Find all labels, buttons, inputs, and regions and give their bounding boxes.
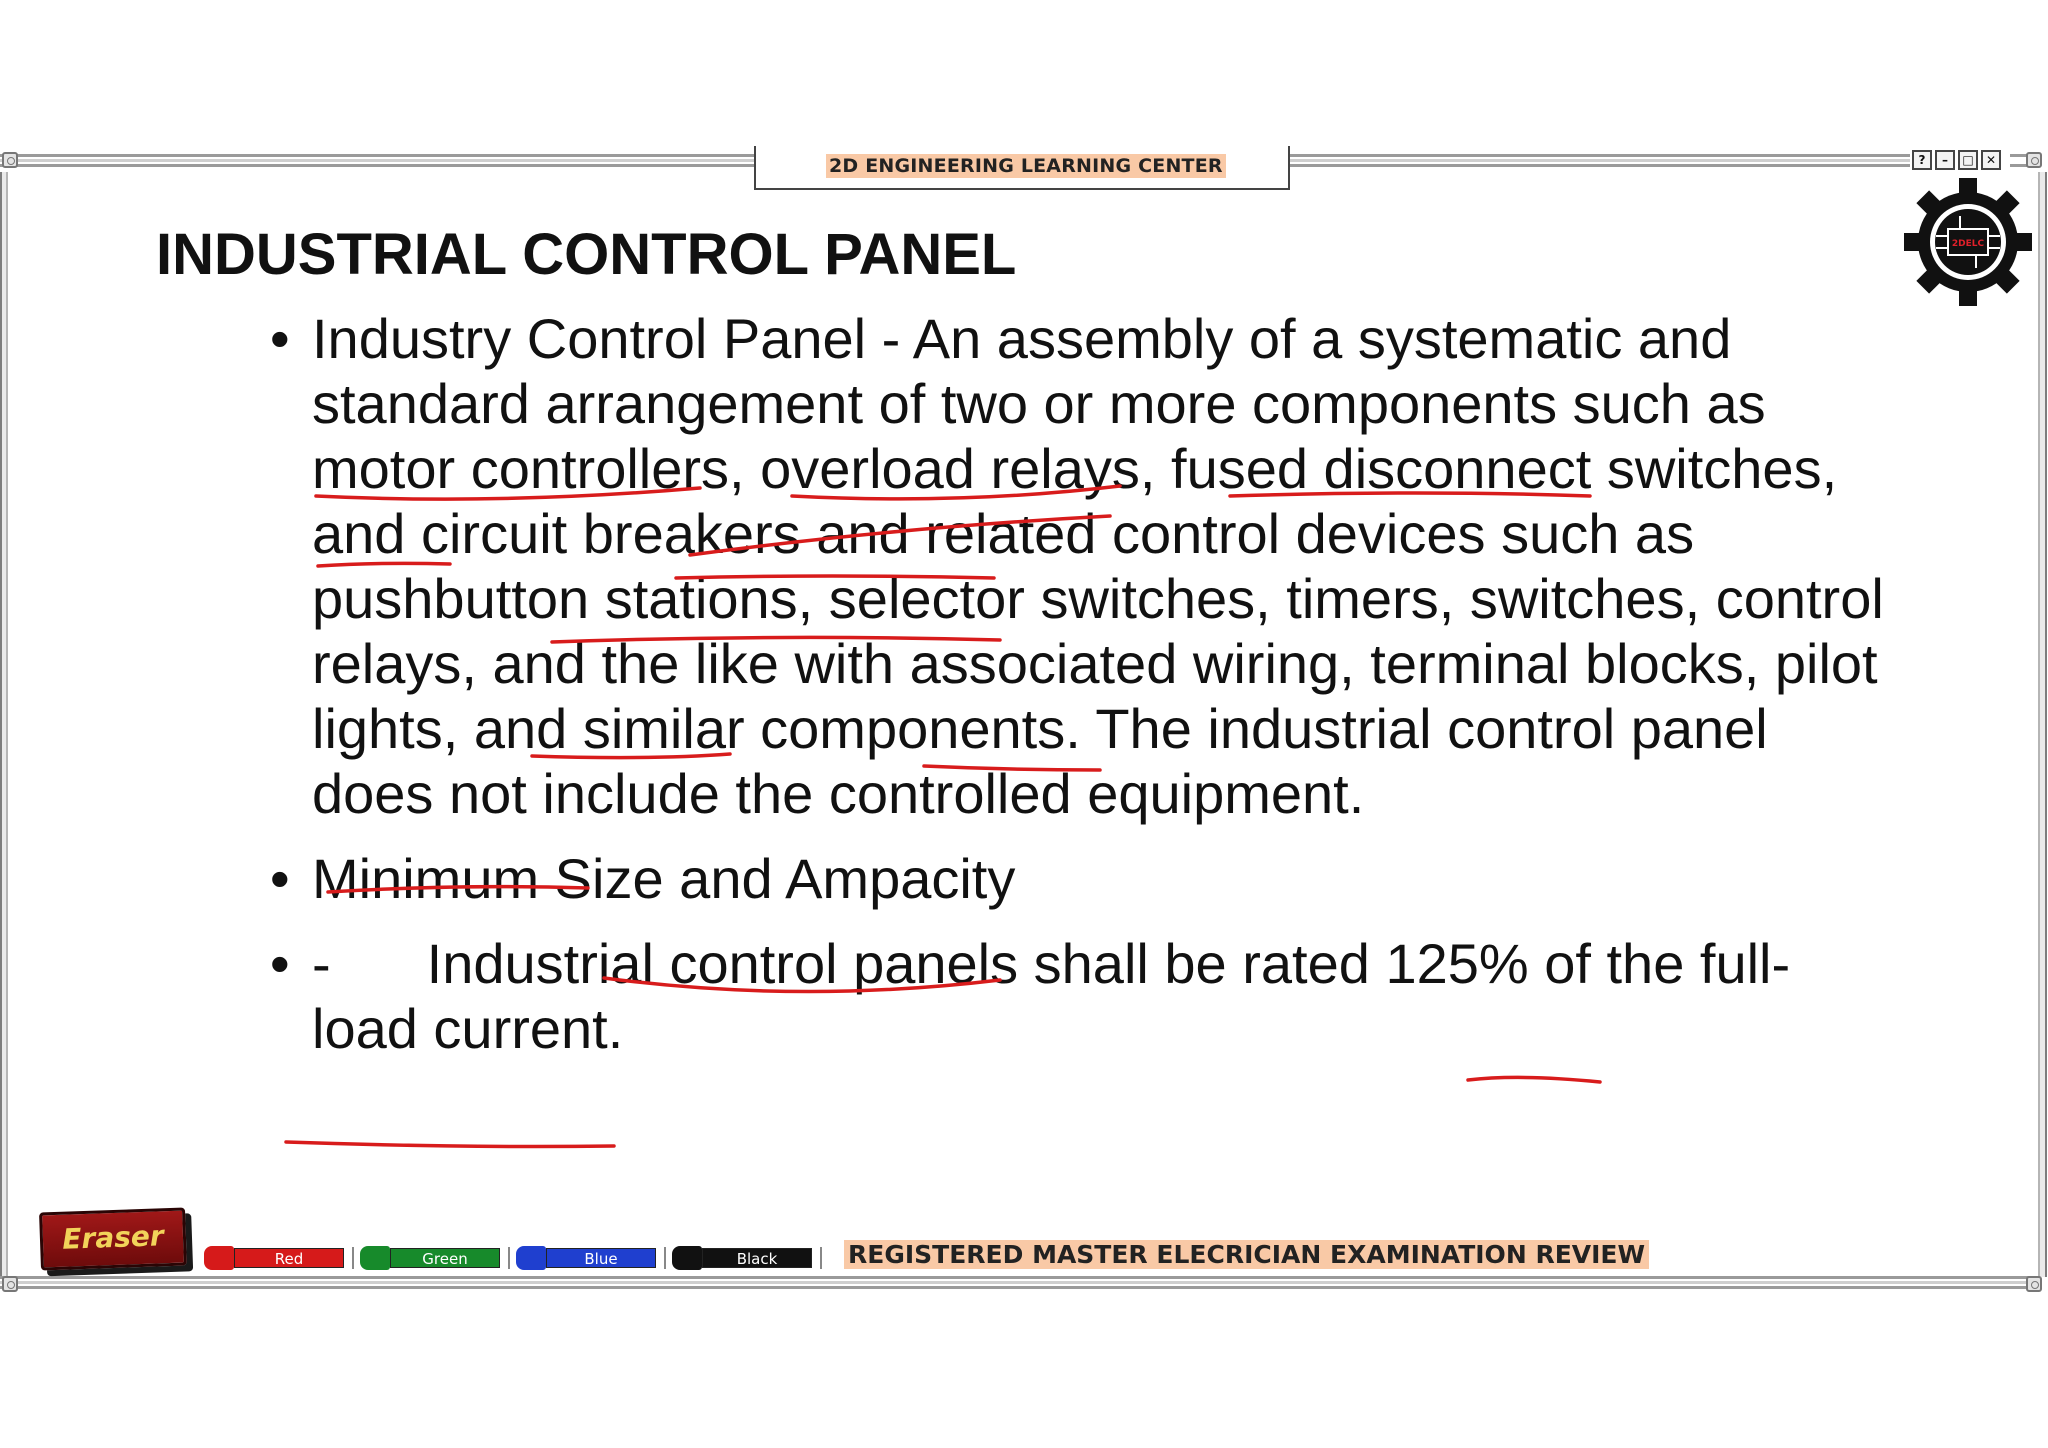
gear-circuit-logo-icon [1902, 176, 2034, 308]
eraser-button[interactable]: Eraser [39, 1207, 187, 1270]
bullet-minimum-size [270, 846, 1890, 911]
help-button[interactable]: ? [1912, 150, 1932, 170]
bullet-dot: • [270, 307, 290, 370]
window-title: 2D ENGINEERING LEARNING CENTER [826, 154, 1226, 178]
logo-text: 2DELC [1951, 239, 1985, 249]
bullet-text: Industry Control Panel - An assembly of a systematic and standard arrangement of two or more components such as motor controllers, overload relays, fused disconnect switches, and circuit breakers and related control devices such as pushbutton stations, selector switches, timers, switches, control relays, and the like with associated wiring, terminal blocks, pilot lights, and similar components. The industrial control panel does not include the controlled equipment. [312, 307, 1884, 825]
slide-title: INDUSTRIAL CONTROL PANEL [156, 222, 1017, 287]
ink-underline [286, 1142, 614, 1147]
bullet-rating [270, 931, 1890, 1061]
black-marker-button[interactable] [672, 1246, 822, 1270]
red-marker-button[interactable] [204, 1246, 354, 1270]
bullet-text-wrapper [312, 931, 1890, 1061]
marker-divider [352, 1247, 354, 1269]
marker-divider [664, 1247, 666, 1269]
bullet-text: Industrial control panels shall be rated 125% of the full-load current. [312, 932, 1791, 1060]
bullet-dot: • [270, 932, 290, 995]
frame-knob-icon [2, 1276, 18, 1292]
minimize-button[interactable]: – [1935, 150, 1955, 170]
marker-label: Black [702, 1248, 812, 1268]
window-bottom-frame [0, 1270, 2048, 1300]
bullet-definition [270, 306, 1890, 826]
bullet-dot: • [270, 847, 290, 910]
marker-cap-icon [672, 1246, 702, 1270]
marker-cap-icon [360, 1246, 390, 1270]
marker-divider [820, 1247, 822, 1269]
marker-cap-icon [516, 1246, 546, 1270]
marker-cap-icon [204, 1246, 234, 1270]
bullet-dash: - [312, 932, 331, 995]
blue-marker-button[interactable] [516, 1246, 666, 1270]
marker-label: Blue [546, 1248, 656, 1268]
window-right-frame [2038, 172, 2047, 1277]
window-controls [1912, 150, 2001, 170]
bullet-text: Minimum Size and Ampacity [312, 847, 1016, 910]
frame-resize-grip-icon[interactable] [2026, 1276, 2042, 1292]
footer-title: REGISTERED MASTER ELECRICIAN EXAMINATION REVIEW [844, 1240, 1649, 1269]
bullet-list [270, 306, 1890, 1081]
frame-knob-icon [2, 152, 18, 168]
close-button[interactable]: ✕ [1981, 150, 2001, 170]
marker-label: Red [234, 1248, 344, 1268]
window-left-frame [0, 172, 8, 1277]
green-marker-button[interactable] [360, 1246, 510, 1270]
marker-label: Green [390, 1248, 500, 1268]
maximize-button[interactable]: □ [1958, 150, 1978, 170]
frame-knob-icon [2026, 152, 2042, 168]
marker-divider [508, 1247, 510, 1269]
